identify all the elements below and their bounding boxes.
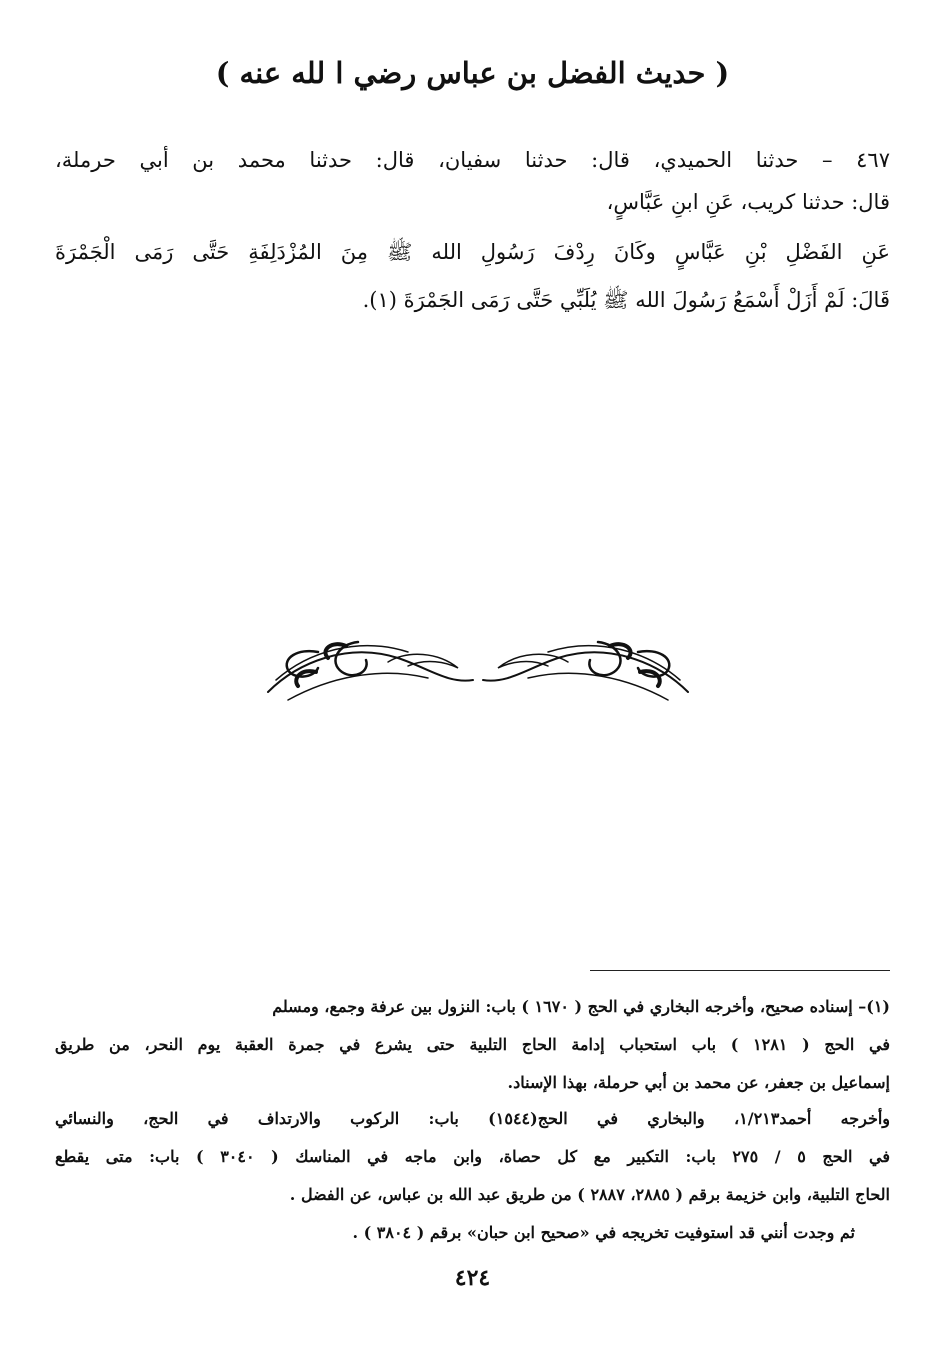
footnote-line-1: (١)– إسناده صحيح، وأخرجه البخاري في الحج ( ١٦٧٠ ) باب: النزول بين عرفة وجمع، ومسلم xyxy=(272,997,890,1016)
footnote-line-5: في الحج ٥ / ٢٧٥ باب: التكبير مع كل حصاة، وابن ماجه في المناسك ( ٣٠٤٠ ) باب: متى يقطع xyxy=(55,1147,890,1166)
hadith-chain-line-2: قال: حدثنا كريب، عَنِ ابنِ عَبَّاسٍ، xyxy=(606,190,890,214)
hadith-chain-line-1: ٤٦٧ – حدثنا الحميدي، قال: حدثنا سفيان، قال: حدثنا محمد بن أبي حرملة، xyxy=(55,148,890,172)
page-number: ٤٢٤ xyxy=(454,1265,491,1291)
footnote-line-2: في الحج ( ١٢٨١ ) باب استحباب إدامة الحاج التلبية حتى يشرع في جمرة العقبة يوم النحر، من طريق xyxy=(55,1035,890,1054)
footnote-line-4: وأخرجه أحمد١/٢١٣، والبخاري في الحج(١٥٤٤) باب: الركوب والارتداف في الحج، والنسائي xyxy=(55,1109,891,1128)
footnote-line-3: إسماعيل بن جعفر، عن محمد بن أبي حرملة، بهذا الإسناد. xyxy=(507,1073,890,1092)
hadith-text-line-2: قَالَ: لَمْ أَزَلْ أَسْمَعُ رَسُولَ الله ﷺ يُلَبِّي حَتَّى رَمَى الجَمْرَةَ (١). xyxy=(362,288,890,312)
hadith-text-line-1: عَنِ الفَضْلِ بْنِ عَبَّاسٍ وكَانَ رِدْفَ رَسُولِ الله ﷺ مِنَ المُزْدَلِفَةِ حَتَّى رَمَى الْجَمْرَةَ xyxy=(55,240,890,264)
decorative-ornament xyxy=(258,622,698,710)
chapter-title: ( حديث الفضل بن عباس رضي ا لله عنه ) xyxy=(215,56,730,90)
footnote-line-6: الحاج التلبية، وابن خزيمة برقم ( ٢٨٨٥، ٢٨٨٧ ) من طريق عبد الله بن عباس، عن الفضل . xyxy=(289,1185,890,1204)
footnote-line-7: ثم وجدت أنني قد استوفيت تخريجه في «صحيح ابن حبان» برقم ( ٣٨٠٤ ) . xyxy=(352,1223,855,1242)
footnote-separator xyxy=(590,970,890,971)
